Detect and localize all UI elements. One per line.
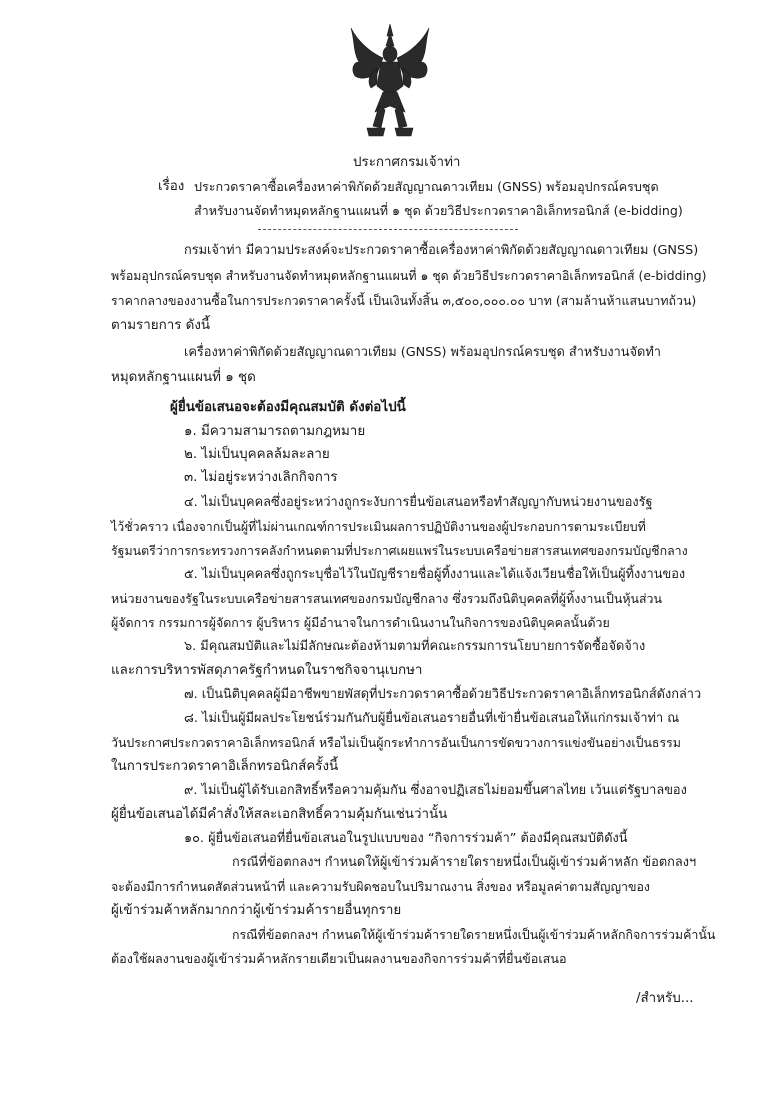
qualification-1: ๑. มีความสามารถตามกฎหมาย	[184, 424, 366, 439]
intro-line-1: กรมเจ้าท่า มีความประสงค์จะประกวดราคาซื้อเครื่องหาค่าพิกัดด้วยสัญญาณดาวเทียม (GNSS)	[184, 243, 699, 258]
subject-line-2: สำหรับงานจัดทำหมุดหลักฐานแผนที่ ๑ ชุด ด้วยวิธีประกวดราคาอิเล็กทรอนิกส์ (e-bidding)	[194, 203, 683, 218]
qualification-4-line-3: รัฐมนตรีว่าการกระทรวงการคลังกำหนดตามที่ประกาศเผยแพร่ในระบบเครือข่ายสารสนเทศของกรมบัญชีกลาง	[111, 543, 688, 558]
joint-venture-case-2-line-1: กรณีที่ข้อตกลงฯ กำหนดให้ผู้เข้าร่วมค้ารายใดรายหนึ่งเป็นผู้เข้าร่วมค้าหลักกิจการร่วมค้านั้น	[232, 927, 716, 942]
item-line-2: หมุดหลักฐานแผนที่ ๑ ชุด	[111, 370, 256, 385]
garuda-emblem-icon	[347, 22, 433, 140]
continuation-marker: /สำหรับ...	[636, 991, 694, 1006]
joint-venture-case-1-line-3: ผู้เข้าร่วมค้าหลักมากกว่าผู้เข้าร่วมค้ารายอื่นทุกราย	[111, 903, 402, 918]
qualification-9-line-2: ผู้ยื่นข้อเสนอได้มีคำสั่งให้สละเอกสิทธิ์ความคุ้มกันเช่นว่านั้น	[111, 807, 448, 822]
joint-venture-case-2-line-2: ต้องใช้ผลงานของผู้เข้าร่วมค้าหลักรายเดียวเป็นผลงานของกิจการร่วมค้าที่ยื่นข้อเสนอ	[111, 951, 567, 966]
agency-title: ประกาศกรมเจ้าท่า	[353, 155, 461, 170]
qualification-6-line-2: และการบริหารพัสดุภาครัฐกำหนดในราชกิจจานุเบกษา	[111, 663, 423, 678]
qualification-9-line-1: ๙. ไม่เป็นผู้ได้รับเอกสิทธิ์หรือความคุ้มกัน ซึ่งอาจปฏิเสธไม่ยอมขึ้นศาลไทย เว้นแต่รัฐบาลของ	[184, 783, 687, 798]
qualification-6-line-1: ๖. มีคุณสมบัติและไม่มีลักษณะต้องห้ามตามที่คณะกรรมการนโยบายการจัดซื้อจัดจ้าง	[184, 639, 646, 654]
qualification-7: ๗. เป็นนิติบุคคลผู้มีอาชีพขายพัสดุที่ประกวดราคาซื้อด้วยวิธีประกวดราคาอิเล็กทรอนิกส์ดังกล่าว	[184, 687, 702, 702]
qualification-4-line-2: ไว้ชั่วคราว เนื่องจากเป็นผู้ที่ไม่ผ่านเกณฑ์การประเมินผลการปฏิบัติงานของผู้ประกอบการตามระเบียบที่	[111, 519, 646, 534]
separator-line	[258, 229, 518, 230]
item-line-1: เครื่องหาค่าพิกัดด้วยสัญญาณดาวเทียม (GNSS) พร้อมอุปกรณ์ครบชุด สำหรับงานจัดทำ	[184, 345, 661, 360]
subject-label: เรื่อง	[158, 179, 185, 194]
qualification-5-line-3: ผู้จัดการ กรรมการผู้จัดการ ผู้บริหาร ผู้มีอำนาจในการดำเนินงานในกิจการของนิติบุคคลนั้นด้วย	[111, 615, 610, 630]
qualification-5-line-2: หน่วยงานของรัฐในระบบเครือข่ายสารสนเทศของกรมบัญชีกลาง ซึ่งรวมถึงนิติบุคคลที่ผู้ทิ้งงานเป็นหุ้นส่วน	[111, 591, 662, 606]
joint-venture-case-1-line-2: จะต้องมีการกำหนดสัดส่วนหน้าที่ และความรับผิดชอบในปริมาณงาน สิ่งของ หรือมูลค่าตามสัญญาของ	[111, 879, 650, 894]
qualification-8-line-1: ๘. ไม่เป็นผู้มีผลประโยชน์ร่วมกันกับผู้ยื่นข้อเสนอรายอื่นที่เข้ายื่นข้อเสนอให้แก่กรมเจ้าท่า ณ	[184, 711, 680, 726]
intro-line-4: ตามรายการ ดังนี้	[111, 318, 211, 333]
qualification-10: ๑๐. ผู้ยื่นข้อเสนอที่ยื่นข้อเสนอในรูปแบบของ “กิจการร่วมค้า” ต้องมีคุณสมบัติดังนี้	[184, 831, 628, 846]
intro-line-2: พร้อมอุปกรณ์ครบชุด สำหรับงานจัดทำหมุดหลักฐานแผนที่ ๑ ชุด ด้วยวิธีประกวดราคาอิเล็กทรอนิกส์ (e-bidding)	[111, 268, 707, 283]
qualification-3: ๓. ไม่อยู่ระหว่างเลิกกิจการ	[184, 470, 338, 485]
qualification-8-line-3: ในการประกวดราคาอิเล็กทรอนิกส์ครั้งนี้	[111, 759, 339, 774]
qualification-2: ๒. ไม่เป็นบุคคลล้มละลาย	[184, 447, 330, 462]
subject-line-1: ประกวดราคาซื้อเครื่องหาค่าพิกัดด้วยสัญญาณดาวเทียม (GNSS) พร้อมอุปกรณ์ครบชุด	[194, 179, 659, 194]
joint-venture-case-1-line-1: กรณีที่ข้อตกลงฯ กำหนดให้ผู้เข้าร่วมค้ารายใดรายหนึ่งเป็นผู้เข้าร่วมค้าหลัก ข้อตกลงฯ	[232, 855, 697, 870]
qualifications-heading: ผู้ยื่นข้อเสนอจะต้องมีคุณสมบัติ ดังต่อไปนี้	[170, 400, 406, 415]
qualification-8-line-2: วันประกาศประกวดราคาอิเล็กทรอนิกส์ หรือไม่เป็นผู้กระทำการอันเป็นการขัดขวางการแข่งขันอย่างเป็นธรรม	[111, 735, 681, 750]
intro-line-3: ราคากลางของงานซื้อในการประกวดราคาครั้งนี้ เป็นเงินทั้งสิ้น ๓,๕๐๐,๐๐๐.๐๐ บาท (สามล้านห้าแสนบาทถ้วน)	[111, 293, 697, 308]
qualification-4-line-1: ๔. ไม่เป็นบุคคลซึ่งอยู่ระหว่างถูกระงับการยื่นข้อเสนอหรือทำสัญญากับหน่วยงานของรัฐ	[184, 495, 653, 510]
qualification-5-line-1: ๕. ไม่เป็นบุคคลซึ่งถูกระบุชื่อไว้ในบัญชีรายชื่อผู้ทิ้งงานและได้แจ้งเวียนชื่อให้เป็นผู้ทิ้งงานของ	[184, 567, 686, 582]
